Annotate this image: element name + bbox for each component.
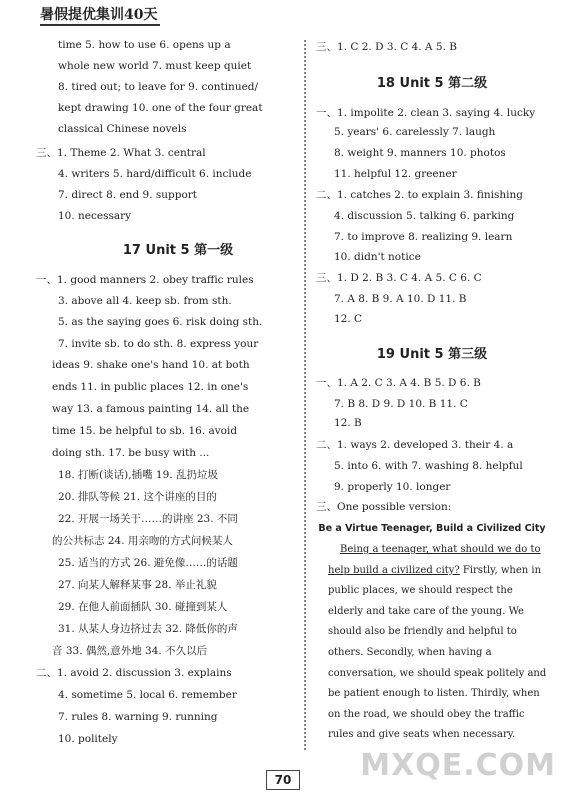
answer-line: 二、1. catches 2. to explain 3. finishing [316, 189, 523, 201]
answer-line: 18. 打断(谈话),插嘴 19. 乱扔垃圾 [58, 469, 218, 481]
answer-line: 3. above all 4. keep sb. from sth. [58, 295, 232, 307]
answer-line: 的公共标志 24. 用亲吻的方式问候某人 [52, 535, 233, 547]
answer-line: time 5. how to use 6. opens up a [58, 39, 231, 51]
answer-line: ideas 9. shake one's hand 10. at both [52, 359, 250, 371]
answer-line: 29. 在他人前面插队 30. 碰撞到某人 [58, 601, 228, 613]
essay-title: Be a Virtue Teenager, Build a Civilized City [318, 523, 546, 534]
answer-line: 25. 适当的方式 26. 避免像……的话题 [58, 557, 238, 569]
answer-line: 二、1. ways 2. developed 3. their 4. a [316, 439, 514, 451]
answer-line: doing sth. 17. be busy with ... [52, 447, 210, 459]
answer-line: 10. necessary [58, 210, 132, 222]
answer-line: 5. as the saying goes 6. risk doing sth. [58, 316, 263, 328]
answer-line: classical Chinese novels [58, 123, 187, 135]
answer-line: 27. 向某人解释某事 28. 举止礼貌 [58, 579, 217, 591]
essay-text: Firstly, when in public places, we should respect the elderly and take care of the young. We should also be friendly and helpful to others. Secondly, when having a conversation, we should speak politely and be patient enough to listen. Thirdly, when on the road, we should obey the traffic rules and give seats when necessary. [328, 564, 547, 741]
answer-line: 7. rules 8. warning 9. running [58, 711, 218, 723]
answer-line: ends 11. in public places 12. in one's [52, 381, 249, 393]
essay-opening: Being a teenager, what should we do to help build a civilized city? [328, 544, 541, 576]
answer-line: 4. sometime 5. local 6. remember [58, 689, 237, 701]
answer-line: 9. properly 10. longer [334, 481, 451, 493]
answer-line: 7. to improve 8. realizing 9. learn [334, 231, 513, 243]
answer-line: way 13. a famous painting 14. all the [52, 403, 250, 415]
answer-line: 5. into 6. with 7. washing 8. helpful [334, 460, 523, 472]
answer-line: 7. A 8. B 9. A 10. D 11. B [334, 293, 467, 305]
column-divider [304, 40, 306, 750]
answer-line: 三、1. C 2. D 3. C 4. A 5. B [316, 41, 457, 53]
essay-body [328, 540, 548, 746]
answer-line: 一、1. good manners 2. obey traffic rules [36, 274, 254, 286]
answer-line: 20. 排队等候 21. 这个讲座的目的 [58, 491, 217, 503]
section-heading: 18 Unit 5 第二级 [376, 76, 488, 91]
answer-line: 一、1. impolite 2. clean 3. saying 4. lucky [316, 107, 536, 119]
watermark: MXQE.COM [360, 748, 556, 783]
answer-line: 音 33. 偶然,意外地 34. 不久以后 [52, 645, 208, 657]
page-number: 70 [266, 770, 300, 790]
answer-line: 10. didn't notice [334, 251, 421, 263]
answer-line: 7. direct 8. end 9. support [58, 189, 198, 201]
answer-line: whole new world 7. must keep quiet [58, 60, 252, 72]
section-heading: 19 Unit 5 第三级 [376, 347, 488, 362]
answer-line: 8. tired out; to leave for 9. continued/ [58, 81, 259, 93]
answer-line: 22. 开展一场关于……的讲座 23. 不同 [58, 513, 238, 525]
answer-line: 10. politely [58, 733, 118, 745]
answer-line: 12. C [334, 313, 363, 325]
page-header [0, 0, 564, 30]
answer-line: 4. writers 5. hard/difficult 6. include [58, 168, 252, 180]
answer-line: 7. B 8. D 9. D 10. B 11. C [334, 398, 468, 410]
answer-line: 7. invite sb. to do sth. 8. express your [58, 338, 259, 350]
answer-line: 二、1. avoid 2. discussion 3. explains [36, 667, 232, 679]
answer-line: 三、1. D 2. B 3. C 4. A 5. C 6. C [316, 272, 482, 284]
answer-line: 三、One possible version: [316, 501, 452, 513]
answer-line: time 15. be helpful to sb. 16. avoid [52, 425, 238, 437]
answer-line: 11. helpful 12. greener [334, 168, 457, 180]
section-heading: 17 Unit 5 第一级 [122, 243, 234, 258]
header-title: 暑假提优集训40天 [40, 7, 158, 23]
answer-line: kept drawing 10. one of the four great [58, 102, 263, 114]
answer-line: 8. weight 9. manners 10. photos [334, 147, 506, 159]
answer-line: 12. B [334, 417, 362, 429]
answer-line: 4. discussion 5. talking 6. parking [334, 210, 515, 222]
answer-line: 31. 从某人身边挤过去 32. 降低你的声 [58, 623, 238, 635]
answer-line: 三、1. Theme 2. What 3. central [36, 147, 206, 159]
answer-line: 一、1. A 2. C 3. A 4. B 5. D 6. B [316, 377, 481, 389]
answer-line: 5. years' 6. carelessly 7. laugh [334, 126, 496, 138]
header-rule [40, 24, 160, 26]
